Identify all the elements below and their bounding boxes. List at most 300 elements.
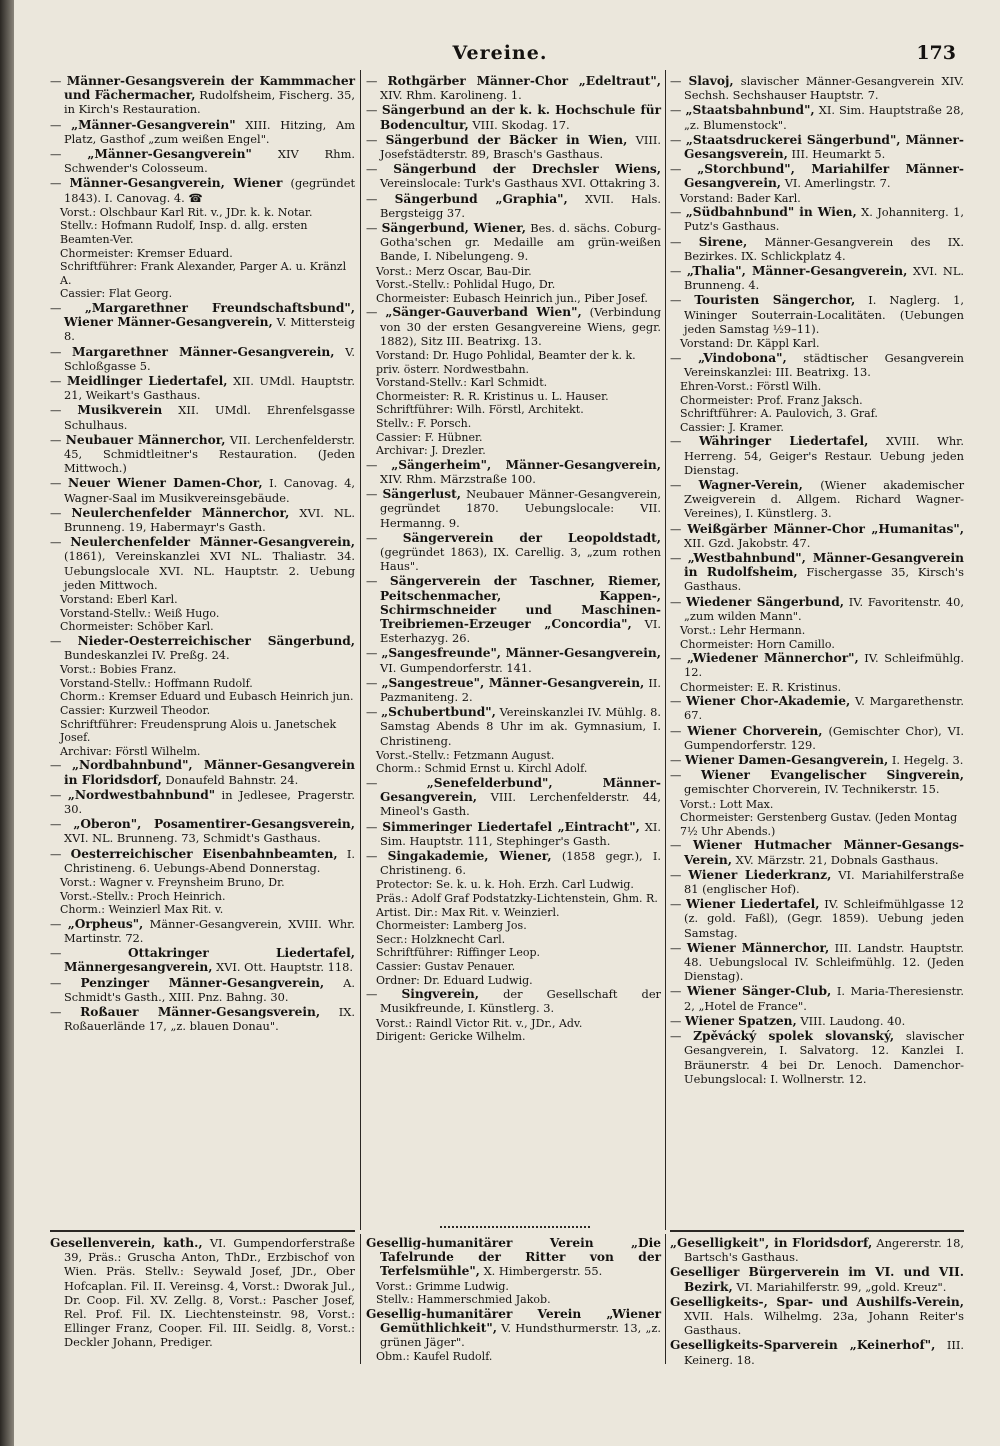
association-details: V. Mittersteig 8. <box>64 315 355 344</box>
association-details: städtischer Gesangverein Vereinskanzlei: III. Beatrixg. 13. <box>684 350 965 379</box>
column-2 <box>366 74 661 1044</box>
association-details: I. Christineng. 6. Uebungs-Abend Donnerstag. <box>64 846 355 875</box>
association-name: Wiener Liedertafel, <box>686 897 820 912</box>
association-name: Neulerchenfelder Männer-Gesangverein, <box>70 535 355 550</box>
association-details: Bundeskanzlei IV. Preßg. 24. <box>64 648 230 663</box>
entry-dash: — <box>366 487 383 502</box>
association-details: VI. Mariahilferstraße 81 (englischer Hof). <box>684 867 964 897</box>
entry <box>670 522 964 550</box>
entry <box>366 305 661 348</box>
bottom-column-3 <box>670 1236 964 1368</box>
officer-line: Chormeister: Horn Camillo. <box>680 637 835 651</box>
entry <box>670 768 964 796</box>
association-name: Singverein, <box>401 987 480 1002</box>
entry <box>50 847 355 875</box>
entry <box>366 162 661 190</box>
association-details: VIII. Skodag. 17. <box>472 117 570 132</box>
association-details: XV. Märzstr. 21, Dobnals Gasthaus. <box>735 852 939 867</box>
association-details: Männer-Gesangverein, XVIII. Whr. Martinstr. 72. <box>64 916 355 945</box>
association-name: Wiener Liederkranz, <box>688 867 832 882</box>
association-details: slavischer Männer-Gesangverein XIV. Sechsh. Sechshauser Hauptstr. 7. <box>684 74 965 103</box>
officer-line: Ehren-Vorst.: Förstl Wilh. <box>680 380 822 394</box>
association-name: Gesellig-humanitärer Verein „Wiener Gemüthlichkeit", <box>366 1306 661 1335</box>
association-name: Meidlinger Liedertafel, <box>67 374 228 388</box>
association-details: XII. UMdl. Ehrenfelsgasse Schulhaus. <box>64 403 355 432</box>
officer-line: Vorst.: Wagner v. Freynsheim Bruno, Dr. <box>60 876 285 890</box>
association-details: V. Hundsthurmerstr. 13, „z. grünen Jäger". <box>380 1321 662 1350</box>
entry <box>366 133 661 161</box>
association-name: Sirene, <box>698 234 748 249</box>
association-name: Sängerverein der Taschner, Riemer, Peitschenmacher, Kappen-, Schirmschneider und Maschinen-Treibriemen-Erzeuger „Concordia", <box>380 574 661 632</box>
association-name: Sängerbund, Wiener, <box>381 221 526 236</box>
association-details: Vereinslocale: Turk's Gasthaus XVI. Ottakring 3. <box>380 176 661 191</box>
entry-dash: — <box>366 191 395 206</box>
entry-dash: — <box>366 675 382 690</box>
association-details: IV. Schleifmühlg. 12. <box>684 651 965 680</box>
entry <box>670 897 964 940</box>
association-details: XVI. NL. Brunneng. 4. <box>684 264 965 293</box>
section-rule <box>50 1230 355 1232</box>
entry <box>366 776 661 819</box>
association-details: X. Himbergerstr. 55. <box>483 1264 603 1279</box>
entry <box>50 374 355 402</box>
association-details: III. Landstr. Hauptstr. 48. Uebungslocal IV. Schleifmühlg. 12. (Jeden Dienstag). <box>684 940 965 984</box>
association-name: Singakademie, Wiener, <box>387 849 552 864</box>
association-name: Oesterreichischer Eisenbahnbeamten, <box>70 846 338 861</box>
entry <box>50 1005 355 1033</box>
officer-line: Secr.: Holzknecht Carl. <box>376 932 506 946</box>
entry <box>366 820 661 848</box>
association-details: VI. Gumpendorferstr. 141. <box>380 660 532 675</box>
association-name: „Nordwestbahnbund" <box>67 787 216 802</box>
association-details: XVII. Hals. Bergsteigg 37. <box>380 191 661 220</box>
association-details: XVI. NL. Brunneng. 73, Schmidt's Gasthaus. <box>64 831 321 846</box>
entry-dash: — <box>670 768 702 783</box>
entry-dash: — <box>670 723 688 738</box>
officer-line: Vorst.: Merz Oscar, Bau-Dir. <box>376 264 532 278</box>
entry <box>50 1236 355 1350</box>
entry-dash: — <box>670 264 687 279</box>
entry <box>366 74 661 102</box>
association-name: „Margarethner Freundschaftsbund", Wiener Männer-Gesangverein, <box>64 300 355 330</box>
entry <box>670 724 964 752</box>
association-name: Wiener Sänger-Club, <box>686 984 832 999</box>
association-name: „Storchbund", Mariahilfer Männer-Gesangverein, <box>684 162 964 191</box>
association-name: Wiener Chorverein, <box>687 723 823 738</box>
association-name: Gesellenverein, kath., <box>50 1236 203 1250</box>
association-name: „Oberon", Posamentirer-Gesangsverein, <box>73 817 355 832</box>
association-details: VI. Esterhazyg. 26. <box>380 617 661 646</box>
entry <box>670 133 964 161</box>
association-name: Neulerchenfelder Männerchor, <box>71 505 290 520</box>
association-details: XVI. NL. Brunneng. 19, Habermayr's Gasth. <box>64 505 355 535</box>
officer-line: Protector: Se. k. u. k. Hoh. Erzh. Carl Ludwig. <box>376 878 634 892</box>
association-details: der Gesellschaft der Musikfreunde, I. Künstlerg. 3. <box>380 987 661 1016</box>
entry-dash: — <box>670 940 687 955</box>
officer-line: Chormeister: Eubasch Heinrich jun., Piber Josef. <box>376 291 648 305</box>
association-name: Nieder-Oesterreichischer Sängerbund, <box>77 633 355 648</box>
entry <box>366 103 661 131</box>
entry <box>670 478 964 521</box>
association-name: Neubauer Männerchor, <box>65 432 226 447</box>
association-details: I. Hegelg. 3. <box>891 753 964 768</box>
association-details: VIII. Josefstädterstr. 89, Brasch's Gasthaus. <box>380 132 662 162</box>
association-details: V. Margarethenstr. 67. <box>684 694 964 723</box>
officer-line: Archivar: J. Drezler. <box>376 444 486 458</box>
association-name: Wiener Männerchor, <box>686 940 830 955</box>
association-name: „Männer-Gesangverein" <box>87 147 252 162</box>
entry-dash: — <box>366 705 382 720</box>
officer-line: Chorm.: Kremser Eduard und Eubasch Heinrich jun. <box>60 690 354 704</box>
entry-dash: — <box>670 350 699 365</box>
entry-dash: — <box>50 403 78 418</box>
entry <box>50 506 355 534</box>
association-details: Angererstr. 18, Bartsch's Gasthaus. <box>684 1236 964 1265</box>
officer-line: Chormeister: R. R. Kristinus u. L. Hauser. <box>376 389 609 403</box>
entry <box>670 868 964 896</box>
entry <box>670 74 964 102</box>
association-details: II. Pazmaniteng. 2. <box>380 675 662 705</box>
officer-line: Chormeister: E. R. Kristinus. <box>680 680 842 694</box>
association-details: Neubauer Männer-Gesangverein, gegründet 1870. Uebungslocale: VII. Hermanng. 9. <box>380 487 662 530</box>
entry-dash: — <box>50 176 70 191</box>
entry <box>670 162 964 190</box>
association-details: XVI. Ott. Hauptstr. 118. <box>216 960 354 975</box>
entry-dash: — <box>670 521 688 536</box>
officer-line: Obm.: Kaufel Rudolf. <box>376 1350 493 1364</box>
association-details: Donaufeld Bahnstr. 24. <box>165 772 299 787</box>
officer-line: Vorst.: Bobies Franz. <box>60 663 177 677</box>
officer-line: Cassier: F. Hübner. <box>376 430 483 444</box>
entry-dash: — <box>50 147 88 162</box>
association-name: Ottakringer Liedertafel, Männergesangverein, <box>64 946 355 975</box>
entry <box>50 634 355 662</box>
entry-dash: — <box>366 574 390 589</box>
entry-dash: — <box>50 476 68 491</box>
entry-dash: — <box>670 103 686 118</box>
entry-dash: — <box>50 946 128 961</box>
entry-dash: — <box>670 234 699 249</box>
entry <box>366 192 661 220</box>
association-name: „Männer-Gesangverein" <box>71 117 236 132</box>
officer-line: Vorst.: Grimme Ludwig. <box>376 1279 509 1293</box>
officer-line: Stellv.: F. Porsch. <box>376 417 472 430</box>
officer-line: Chorm.: Schmid Ernst u. Kirchl Adolf. <box>376 762 588 776</box>
entry <box>366 574 661 645</box>
entry <box>670 1029 964 1086</box>
entry-dash: — <box>366 162 394 177</box>
column-divider <box>665 1234 666 1364</box>
association-name: Geselligkeits-, Spar- und Aushilfs-Verein, <box>670 1294 964 1309</box>
association-details: (gegründet 1863), IX. Carellig. 3, „zum rothen Haus". <box>380 545 661 574</box>
officer-line: Chormeister: Lamberg Jos. <box>376 919 527 933</box>
association-name: Wiener Spatzen, <box>685 1013 797 1028</box>
association-name: Gesellig-humanitärer Verein „Die Tafelrunde der Ritter von der Terfelsmühle", <box>366 1236 661 1279</box>
association-name: Slavoj, <box>688 74 734 88</box>
association-details: (1861), Vereinskanzlei XVI NL. Thaliastr. 34. Uebungslocale XVI. NL. Hauptstr. 2. Uebung jeden Mittwoch. <box>64 549 355 592</box>
association-name: Margarethner Männer-Gesangverein, <box>72 344 335 359</box>
officer-line: Archivar: Förstl Wilhelm. <box>60 744 201 758</box>
entry-dash: — <box>670 984 687 999</box>
entry-dash: — <box>366 74 388 88</box>
association-name: „Schubertbund", <box>381 705 496 720</box>
entry <box>50 758 355 786</box>
entry <box>366 531 661 574</box>
entry-dash: — <box>50 432 66 447</box>
association-name: Wiener Chor-Akademie, <box>686 694 851 709</box>
association-details: VIII. Laudong. 40. <box>800 1013 906 1028</box>
officer-line: Schriftführer: Frank Alexander, Parger A. u. Kränzl A. <box>60 260 347 287</box>
entry <box>670 293 964 336</box>
entry <box>670 595 964 623</box>
association-details: XIII. Hitzing, Am Platz, Gasthof „zum weißen Engel". <box>64 117 356 146</box>
association-name: „Nordbahnbund", Männer-Gesangverein in Floridsdorf, <box>64 758 355 787</box>
association-details: Bes. d. sächs. Coburg-Gotha'schen gr. Medaille am grün-weißen Bande, I. Nibelungeng. 9. <box>380 221 662 264</box>
officer-line: Vorstand: Dr. Hugo Pohlidal, Beamter der k. k. priv. österr. Nordwestbahn. <box>376 349 636 376</box>
association-details: III. Heumarkt 5. <box>791 147 886 162</box>
entry <box>670 434 964 477</box>
association-name: Geselligkeits-Sparverein „Keinerhof", <box>670 1338 936 1353</box>
column-divider <box>665 70 666 1230</box>
association-details: Rudolfsheim, Fischerg. 35, in Kirch's Restauration. <box>64 88 355 117</box>
entry <box>50 946 355 974</box>
association-details: X. Johanniterg. 1, Putz's Gasthaus. <box>684 205 965 234</box>
entry <box>366 646 661 674</box>
entry <box>670 103 964 131</box>
officer-line: Präs.: Adolf Graf Podstatzky-Lichtenstein, Ghm. R. <box>376 892 658 906</box>
entry-dash: — <box>366 849 388 864</box>
entry-dash: — <box>366 103 382 118</box>
column-1 <box>50 74 355 1034</box>
entry-dash: — <box>366 646 382 661</box>
officer-line: Chormeister: Gerstenberg Gustav. (Jeden Montag 7½ Uhr Abends.) <box>680 811 958 838</box>
officer-line: Vorstand: Eberl Karl. <box>60 593 178 607</box>
officer-line: Artist. Dir.: Max Rit. v. Weinzierl. <box>376 905 560 919</box>
entry-dash: — <box>670 897 687 912</box>
association-details: XI. Sim. Hauptstr. 111, Stephinger's Gasth. <box>380 819 661 848</box>
officer-line: Chormeister: Kremser Eduard. <box>60 246 233 260</box>
association-details: (gegründet 1843). I. Canovag. 4. ☎ <box>64 176 356 205</box>
entry <box>670 694 964 722</box>
entry-dash: — <box>670 651 687 666</box>
entry <box>670 651 964 679</box>
association-name: „Sangesfreunde", Männer-Gesangverein, <box>381 646 661 661</box>
entry <box>366 458 661 486</box>
association-details: Männer-Gesangverein des IX. Bezirkes. IX. Schlickplatz 4. <box>684 234 964 263</box>
association-details: Vereinskanzlei IV. Mühlg. 8. Samstag Abends 8 Uhr im ak. Gymnasium, I. Christineng. <box>380 705 662 748</box>
association-details: in Jedlesee, Pragerstr. 30. <box>64 787 355 816</box>
officer-line: Schriftführer: A. Paulovich, 3. Graf. <box>680 407 878 421</box>
association-details: XII. Gzd. Jakobstr. 47. <box>684 535 811 550</box>
association-details: Fischergasse 35, Kirsch's Gasthaus. <box>684 565 964 594</box>
entry-dash: — <box>670 132 686 147</box>
entry-dash: — <box>670 478 699 493</box>
entry-dash: — <box>50 633 78 648</box>
officer-line: Vorstand: Dr. Käppl Karl. <box>680 337 820 351</box>
entry <box>670 753 964 767</box>
entry-dash: — <box>670 1013 686 1028</box>
association-name: Währinger Liedertafel, <box>699 434 869 449</box>
page-title: Vereine. <box>452 42 548 64</box>
entry <box>670 1338 964 1366</box>
entry-dash: — <box>50 535 71 550</box>
page-edge <box>0 0 14 1446</box>
entry <box>366 987 661 1015</box>
entry-dash: — <box>366 305 386 320</box>
association-name: Wiener Evangelischer Singverein, <box>701 768 965 783</box>
column-divider <box>360 1234 361 1364</box>
entry-dash: — <box>670 434 700 449</box>
entry-dash: — <box>50 846 71 861</box>
officer-line: Vorst.: Raindl Victor Rit. v., JDr., Adv. <box>376 1016 583 1030</box>
association-name: Sängerlust, <box>382 487 461 502</box>
entry <box>670 984 964 1012</box>
column-3 <box>670 74 964 1087</box>
association-details: (Gemischter Chor), VI. Gumpendorferstr. 129. <box>684 723 965 752</box>
officer-line: Vorst.-Stellv.: Fetzmann August. <box>376 748 555 762</box>
association-details: VI. Mariahilferstr. 99, „gold. Kreuz". <box>736 1279 947 1294</box>
entry <box>50 147 355 175</box>
association-name: „Sänger-Gauverband Wien", <box>385 305 582 320</box>
officer-line: Vorst.: Lott Max. <box>680 797 774 811</box>
entry <box>50 74 355 117</box>
entry <box>366 849 661 877</box>
entry-dash: — <box>366 530 403 545</box>
entry <box>366 487 661 530</box>
association-name: Sängerbund der Drechsler Wiens, <box>393 162 661 177</box>
association-name: Touristen Sängerchor, <box>694 293 856 308</box>
association-details: I. Maria-Theresienstr. 2, „Hotel de France". <box>684 984 964 1013</box>
officer-line: Vorst.-Stellv.: Proch Heinrich. <box>60 889 226 903</box>
association-name: „Sängerheim", Männer-Gesangverein, <box>391 457 661 472</box>
entry <box>670 1236 964 1264</box>
officer-line: Vorstand: Bader Karl. <box>680 191 801 205</box>
association-name: „Wiedener Männerchor", <box>686 651 859 666</box>
entry-dash: — <box>50 975 81 990</box>
association-name: Penzinger Männer-Gesangverein, <box>80 975 325 990</box>
ornament-rule <box>440 1226 590 1234</box>
entry <box>50 817 355 845</box>
entry-dash: — <box>50 374 67 388</box>
association-name: Zpěvácký spolek slovanský, <box>693 1029 895 1044</box>
officer-line: Vorst.-Stellv.: Pohlidal Hugo, Dr. <box>376 278 556 292</box>
entry-dash: — <box>670 753 686 768</box>
association-name: „Südbahnbund" in Wien, <box>685 205 857 220</box>
entry <box>670 351 964 379</box>
entry <box>50 788 355 816</box>
entry-dash: — <box>670 205 686 220</box>
entry-dash: — <box>366 776 427 791</box>
officer-line: Schriftführer: Riffinger Leop. <box>376 946 541 960</box>
association-details: XIV Rhm. Schwender's Colosseum. <box>64 147 356 176</box>
entry-dash: — <box>50 787 68 802</box>
entry-dash: — <box>50 505 72 520</box>
officer-line: Vorstand-Stellv.: Weiß Hugo. <box>60 606 220 620</box>
association-name: Sängerbund der Bäcker in Wien, <box>385 132 628 147</box>
officer-line: Ordner: Dr. Eduard Ludwig. <box>376 973 533 987</box>
association-details: IX. Roßauerlände 17, „z. blauen Donau". <box>64 1005 356 1034</box>
association-name: Geselliger Bürgerverein im VI. und VII. Bezirk, <box>670 1265 964 1294</box>
entry <box>670 1265 964 1293</box>
association-name: Wiener Hutmacher Männer-Gesangs-Verein, <box>684 838 965 867</box>
officer-line: Cassier: Flat Georg. <box>60 287 173 301</box>
entry <box>50 403 355 431</box>
association-name: Männer-Gesangverein, Wiener <box>69 176 283 191</box>
association-name: „Staatsdruckerei Sängerbund", Männer-Gesangsverein, <box>684 132 964 162</box>
association-details: XII. UMdl. Hauptstr. 21, Weikart's Gasthaus. <box>64 374 355 403</box>
entry-dash: — <box>50 300 85 315</box>
entry-dash: — <box>50 916 68 931</box>
association-name: Simmeringer Liedertafel „Eintracht", <box>382 819 640 834</box>
association-details: XVII. Hals. Wilhelmg. 23a, Johann Reiter's Gasthaus. <box>684 1309 964 1338</box>
entry-dash: — <box>670 162 698 177</box>
association-name: Sängerverein der Leopoldstadt, <box>402 530 661 545</box>
officer-line: Schriftführer: Freudensprung Alois u. Janetschek Josef. <box>60 717 337 745</box>
officer-line: Vorst.: Lehr Hermann. <box>680 624 806 638</box>
entry <box>50 118 355 146</box>
entry <box>670 551 964 594</box>
officer-line: Chormeister: Schöber Karl. <box>60 620 214 634</box>
entry-dash: — <box>366 221 382 236</box>
association-name: Rothgärber Männer-Chor „Edeltraut", <box>387 74 662 88</box>
entry <box>366 676 661 704</box>
association-details: IV. Favoritenstr. 40, „zum wilden Mann". <box>684 594 965 623</box>
association-name: „Thalia", Männer-Gesangverein, <box>686 264 908 279</box>
entry <box>50 917 355 945</box>
association-name: Wiener Damen-Gesangverein, <box>685 753 889 768</box>
officer-line: Chormeister: Prof. Franz Jaksch. <box>680 393 863 407</box>
entry <box>50 301 355 344</box>
entry <box>670 264 964 292</box>
association-details: I. Canovag. 4, Wagner-Saal im Musikvereinsgebäude. <box>64 476 356 505</box>
association-details: VII. Lerchenfelderstr. 45, Schmidtleitner's Restauration. (Jeden Mittwoch.) <box>64 432 356 476</box>
association-name: „Senefelderbund", Männer-Gesangverein, <box>380 776 661 805</box>
officer-line: Cassier: Gustav Penauer. <box>376 960 516 974</box>
bottom-column-2 <box>366 1236 661 1364</box>
association-details: (Wiener akademischer Zweigverein d. Allgem. Richard Wagner-Vereines), I. Künstlerg. 3. <box>684 478 965 521</box>
association-name: „Geselligkeit", in Floridsdorf, <box>670 1236 873 1250</box>
entry <box>670 235 964 263</box>
entry <box>366 1236 661 1279</box>
entry-dash: — <box>670 1029 694 1044</box>
association-name: „Staatsbahnbund", <box>685 103 815 118</box>
column-divider <box>360 70 361 1230</box>
association-details: VI. Gumpendorferstraße 39, Präs.: Gruscha Anton, ThDr., Erzbischof von Wien. Präs. Stellv.: Seywald Josef, JDr., Ober Hofcaplan. Fil. II. Vereinsg. 4, Vorst.: Dworak Jul., Dr. Coop. Fil. XV. Zellg. 8, Vorst.: Pascher Josef, Rel. Prof. Fil. IX. Liechtensteinstr. 98, Vorst.: Ellinger Franz, Cooper. Fil. III. Seidlg. 8, Vorst.: Deckler Johann, Prediger. <box>64 1236 355 1350</box>
officer-line: Cassier: Kurzweil Theodor. <box>60 704 211 718</box>
entry-dash: — <box>50 817 74 832</box>
entry-dash: — <box>670 293 695 308</box>
entry-dash: — <box>670 594 687 609</box>
association-name: Sängerbund „Graphia", <box>394 191 568 206</box>
entry <box>670 838 964 866</box>
association-name: Sängerbund an der k. k. Hochschule für Bodencultur, <box>380 103 662 132</box>
officer-line: Vorst.: Olschbaur Karl Rit. v., JDr. k. k. Notar. <box>60 205 313 219</box>
association-details: slavischer Gesangverein, I. Salvatorg. 12. Kanzlei I. Bräunerstr. 4 bei Dr. Lenoch. Damenchor-Uebungslocal: I. Wollnerstr. 12. <box>684 1029 964 1086</box>
officer-line: Schriftführer: Wilh. Förstl, Architekt. <box>376 403 584 417</box>
entry-dash: — <box>366 132 386 147</box>
entry-dash: — <box>366 987 402 1002</box>
association-details: XIV. Rhm. Karolineng. 1. <box>380 88 522 103</box>
entry-dash: — <box>366 457 392 472</box>
entry-dash: — <box>50 758 72 773</box>
officer-line: Vorstand-Stellv.: Hoffmann Rudolf. <box>60 676 253 690</box>
entry-dash: — <box>670 694 687 709</box>
entry <box>50 345 355 373</box>
association-name: „Westbahnbund", Männer-Gesangverein in Rudolfsheim, <box>684 551 965 580</box>
entry <box>670 1014 964 1028</box>
bottom-column-1 <box>50 1236 355 1351</box>
association-name: Musikverein <box>77 403 163 418</box>
